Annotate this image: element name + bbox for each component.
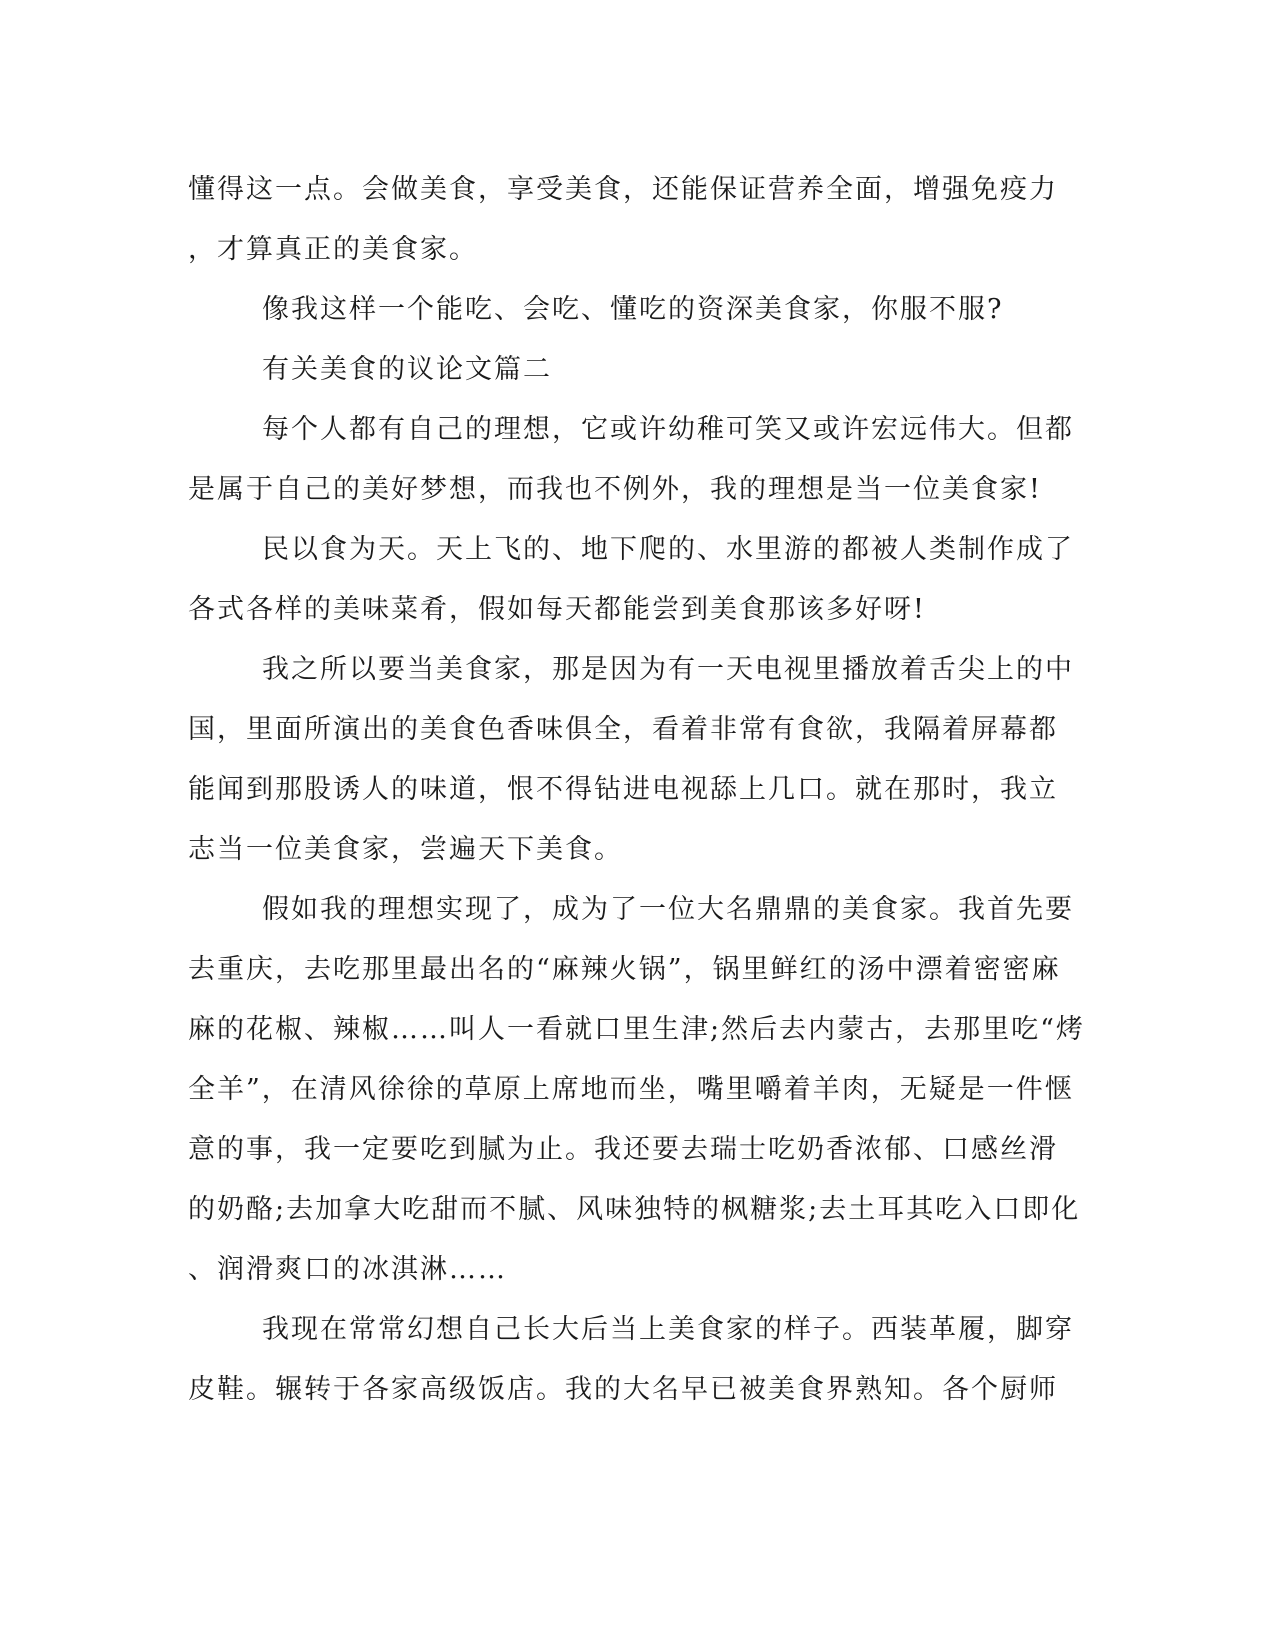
paragraph-line: 的奶酪;去加拿大吃甜而不腻、风味独特的枫糖浆;去土耳其吃入口即化 <box>188 1194 1081 1225</box>
document-body <box>188 160 1088 1420</box>
paragraph-line: 麻的花椒、辣椒……叫人一看就口里生津;然后去内蒙古，去那里吃“烤 <box>188 1014 1085 1045</box>
paragraph-line: 能闻到那股诱人的味道，恨不得钻进电视舔上几口。就在那时，我立 <box>188 774 1058 805</box>
paragraph-line: 国，里面所演出的美食色香味俱全，看着非常有食欲，我隔着屏幕都 <box>188 714 1058 745</box>
section-heading: 有关美食的议论文篇二 <box>262 354 552 385</box>
paragraph-line: 每个人都有自己的理想，它或许幼稚可笑又或许宏远伟大。但都 <box>262 414 1074 445</box>
paragraph-line: 民以食为天。天上飞的、地下爬的、水里游的都被人类制作成了 <box>262 534 1074 565</box>
paragraph-line: ，才算真正的美食家。 <box>188 234 478 265</box>
paragraph-line: 懂得这一点。会做美食，享受美食，还能保证营养全面，增强免疫力 <box>188 174 1058 205</box>
paragraph-line: 各式各样的美味菜肴，假如每天都能尝到美食那该多好呀! <box>188 594 926 625</box>
paragraph-line: 我现在常常幻想自己长大后当上美食家的样子。西装革履，脚穿 <box>262 1314 1074 1345</box>
paragraph-line: 意的事，我一定要吃到腻为止。我还要去瑞士吃奶香浓郁、口感丝滑 <box>188 1134 1058 1165</box>
paragraph-line: 我之所以要当美食家，那是因为有一天电视里播放着舌尖上的中 <box>262 654 1074 685</box>
paragraph-line: 是属于自己的美好梦想，而我也不例外，我的理想是当一位美食家! <box>188 474 1042 505</box>
paragraph-line: 假如我的理想实现了，成为了一位大名鼎鼎的美食家。我首先要 <box>262 894 1074 925</box>
paragraph-line: 去重庆，去吃那里最出名的“麻辣火锅”，锅里鲜红的汤中漂着密密麻 <box>188 954 1061 985</box>
paragraph-line: 像我这样一个能吃、会吃、懂吃的资深美食家，你服不服? <box>262 294 1004 325</box>
paragraph-line: 、润滑爽口的冰淇淋…… <box>188 1254 507 1285</box>
paragraph-line: 志当一位美食家，尝遍天下美食。 <box>188 834 623 865</box>
paragraph-line: 皮鞋。辗转于各家高级饭店。我的大名早已被美食界熟知。各个厨师 <box>188 1374 1058 1405</box>
paragraph-line: 全羊”，在清风徐徐的草原上席地而坐，嘴里嚼着羊肉，无疑是一件惬 <box>188 1074 1074 1105</box>
